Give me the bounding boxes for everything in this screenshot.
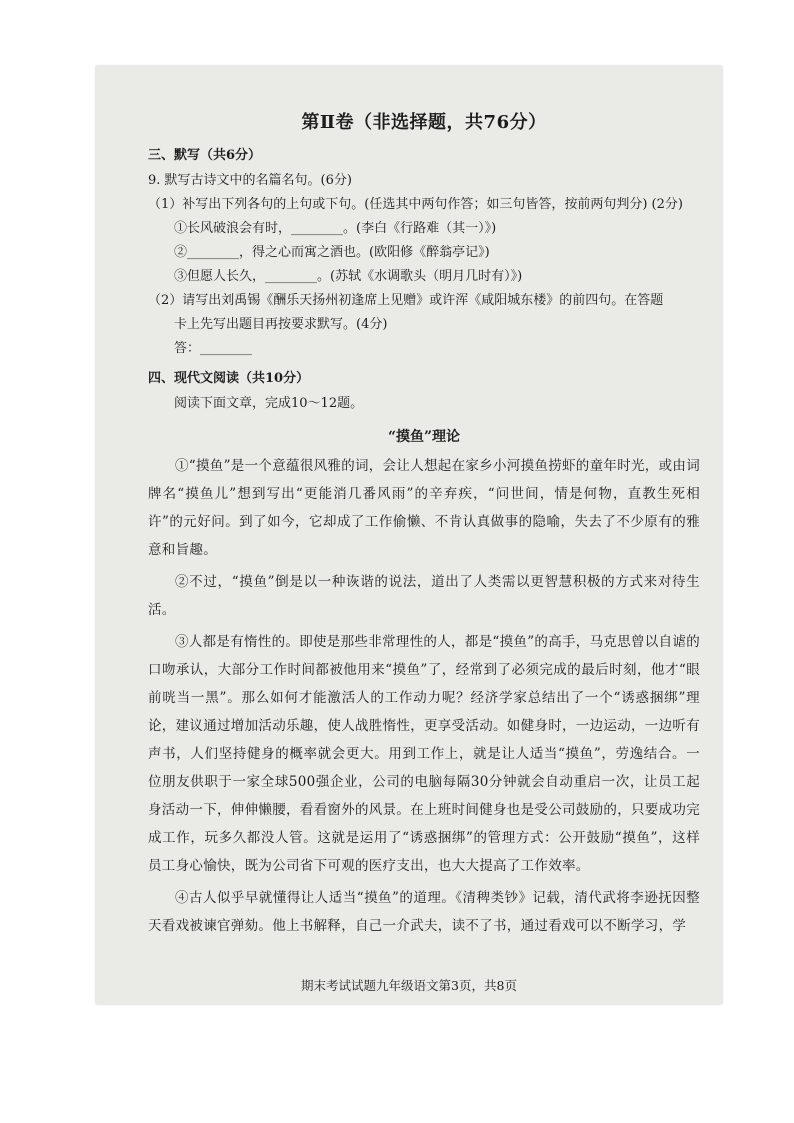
essay-paragraph-2: ②不过，“摸鱼”倒是以一种诙谐的说法，道出了人类需以更智慧积极的方式来对待生活。 — [148, 574, 700, 618]
reading-instruction: 阅读下面文章，完成10～12题。 — [174, 396, 364, 411]
question-9: 9. 默写古诗文中的名篇名句。(6分) — [148, 173, 352, 188]
question-9-item-1: ①长风破浪会有时，________。(李白《行路难（其一）》) — [174, 221, 497, 236]
section-3-heading: 三、默写（共6分） — [148, 148, 262, 163]
page-footer: 期末考试试题九年级语文第3页，共8页 — [301, 978, 517, 993]
question-9-item-2: ②________，得之心而寓之酒也。(欧阳修《醉翁亭记》) — [174, 245, 490, 260]
essay-paragraph-3: ③人都是有惰性的。即使是那些非常理性的人，都是“摸鱼”的高手，马克思曾以自谑的口吻承认，大部分工作时间都被他用来“摸鱼”了，经常到了必须完成的最后时刻，他才“眼前咣当一黑”。那么如何才能激活人的工作动力呢？经济学家总结出了一个“诱惑捆绑”理论，建议通过增加活动乐趣，使人战胜惰性，更享受活动。如健身时，一边运动，一边听有声书，人们坚持健身的概率就会更大。用到工作上，就是让人适当“摸鱼”，劳逸结合。一位朋友供职于一家全球500强企业，公司的电脑每隔30分钟就会自动重启一次，让员工起身活动一下，伸伸懒腰，看看窗外的风景。在上班时间健身也是受公司鼓励的，只要成功完成工作，玩多久都没人管。这就是运用了“诱惑捆绑”的管理方式：公开鼓励“摸鱼”，这样员工身心愉快，既为公司省下可观的医疗支出，也大大提高了工作效率。 — [148, 634, 701, 874]
question-9-part-1: （1）补写出下列各句的上句或下句。(任选其中两句作答；如三句皆答，按前两句判分) (2分) — [148, 197, 683, 212]
essay-title: “摸鱼”理论 — [387, 429, 461, 445]
question-9-item-3: ③但愿人长久，________。(苏轼《水调歌头（明月几时有）》) — [174, 269, 523, 284]
essay-paragraph-4: ④古人似乎早就懂得让人适当“摸鱼”的道理。《清稗类钞》记载，清代武将李逊抚因整天看戏被谏官弹劾。他上书解释，自己一介武夫，读不了书，通过看戏可以不断学习，学 — [148, 890, 700, 934]
question-9-part-2-cont: 卡上先写出题目再按要求默写。(4分) — [174, 317, 388, 332]
section-4-heading: 四、现代文阅读（共10分） — [148, 371, 310, 386]
exam-page — [96, 66, 722, 1004]
page-content — [148, 108, 700, 944]
essay-paragraph-1: ①“摸鱼”是一个意蕴很风雅的词，会让人想起在家乡小河摸鱼捞虾的童年时光，或由词牌名“摸鱼儿”想到写出“更能消几番风雨”的辛弃疾，“问世间，情是何物，直教生死相许”的元好问。到了如今，它却成了工作偷懒、不肯认真做事的隐喻，失去了不少原有的雅意和旨趣。 — [148, 458, 701, 558]
page-title: 第Ⅱ卷（非选择题，共76分） — [301, 112, 547, 133]
question-9-part-2: （2）请写出刘禹锡《酬乐天扬州初逢席上见赠》或许浑《咸阳城东楼》的前四句。在答题 — [148, 293, 664, 308]
answer-line: 答：________ — [174, 341, 253, 356]
